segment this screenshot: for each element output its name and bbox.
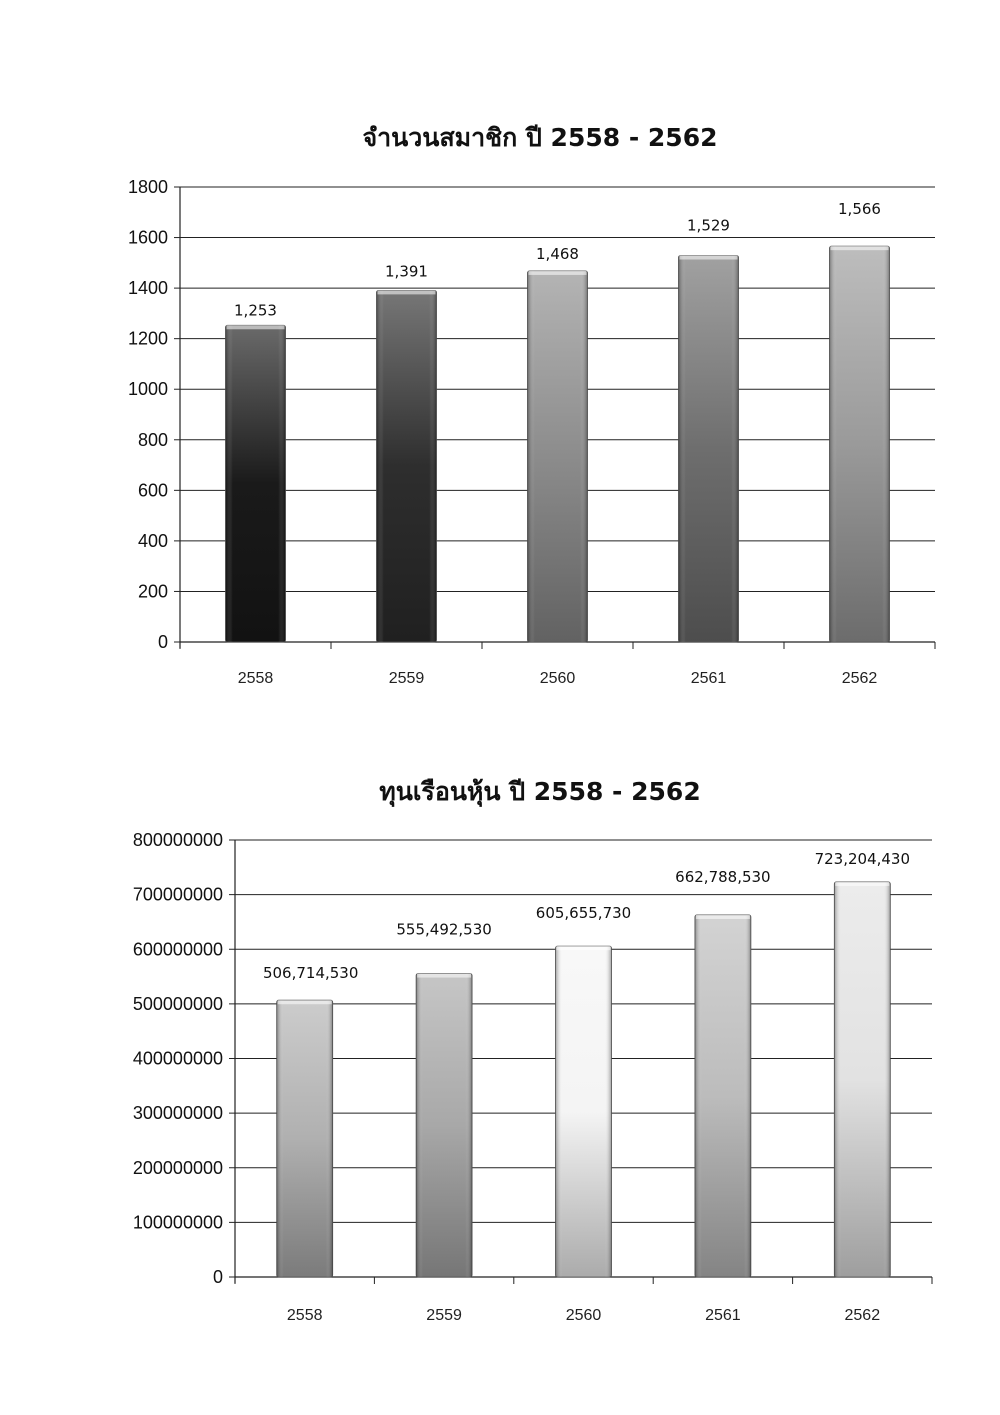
x-tick-label: 2560 bbox=[539, 670, 576, 687]
bar-top-highlight bbox=[831, 246, 889, 250]
data-label: 1,391 bbox=[385, 262, 428, 281]
y-tick-label: 1400 bbox=[127, 278, 168, 299]
x-tick-label: 2559 bbox=[388, 670, 425, 687]
y-tick-label: 400 bbox=[137, 530, 168, 551]
bar-top-highlight bbox=[378, 290, 436, 294]
bar-top-highlight bbox=[529, 271, 587, 275]
bar-top-highlight bbox=[278, 1000, 332, 1004]
data-label: 1,566 bbox=[838, 200, 881, 219]
data-label: 555,492,530 bbox=[396, 920, 492, 939]
chart-title: จำนวนสมาชิก ปี 2558 - 2562 bbox=[362, 123, 718, 152]
y-tick-label: 100000000 bbox=[132, 1212, 223, 1233]
y-tick-label: 600 bbox=[137, 480, 168, 501]
y-tick-label: 600000000 bbox=[132, 939, 223, 960]
bar-top-highlight bbox=[417, 974, 471, 978]
y-tick-label: 400000000 bbox=[132, 1048, 223, 1069]
data-label: 1,468 bbox=[536, 244, 579, 263]
chart-title: ทุนเรือนหุ้น ปี 2558 - 2562 bbox=[379, 777, 701, 806]
data-label: 1,529 bbox=[687, 216, 730, 235]
y-tick-label: 500000000 bbox=[132, 993, 223, 1014]
members-chart-plot bbox=[0, 100, 1000, 710]
x-tick-label: 2562 bbox=[844, 1307, 881, 1324]
y-tick-label: 300000000 bbox=[132, 1103, 223, 1124]
share-capital-chart bbox=[0, 760, 1000, 1350]
y-tick-label: 700000000 bbox=[132, 884, 223, 905]
x-tick-label: 2561 bbox=[690, 670, 727, 687]
bar-top-highlight bbox=[227, 325, 285, 329]
bar-top-highlight bbox=[835, 882, 889, 886]
bar-bevel bbox=[834, 882, 890, 1277]
y-tick-label: 200000000 bbox=[132, 1157, 223, 1178]
bar-bevel bbox=[830, 246, 890, 642]
y-tick-label: 1800 bbox=[127, 177, 168, 197]
x-tick-label: 2558 bbox=[286, 1307, 323, 1324]
y-tick-label: 1000 bbox=[127, 379, 168, 400]
bar-bevel bbox=[277, 1000, 333, 1277]
x-tick-label: 2559 bbox=[426, 1307, 462, 1324]
bar-bevel bbox=[695, 915, 751, 1277]
members-chart bbox=[0, 100, 1000, 710]
y-tick-label: 0 bbox=[212, 1267, 223, 1287]
bar-bevel bbox=[679, 256, 739, 642]
data-label: 506,714,530 bbox=[262, 964, 359, 983]
y-tick-label: 1200 bbox=[127, 328, 168, 349]
y-tick-label: 1600 bbox=[127, 227, 168, 248]
y-tick-label: 800000000 bbox=[132, 830, 223, 850]
data-label: 1,253 bbox=[234, 301, 277, 320]
bar-top-highlight bbox=[680, 256, 738, 260]
data-label: 723,204,430 bbox=[814, 849, 911, 868]
data-label: 662,788,530 bbox=[675, 867, 771, 886]
x-tick-label: 2560 bbox=[565, 1307, 602, 1324]
bar-bevel bbox=[377, 290, 437, 642]
bar-bevel bbox=[528, 271, 588, 642]
x-tick-label: 2561 bbox=[705, 1307, 741, 1324]
share-capital-chart-plot bbox=[0, 760, 1000, 1350]
y-tick-label: 0 bbox=[157, 632, 168, 652]
bar-bevel bbox=[556, 946, 612, 1277]
data-label: 605,655,730 bbox=[535, 904, 632, 923]
bar-top-highlight bbox=[557, 946, 611, 950]
y-tick-label: 200 bbox=[137, 581, 168, 602]
bar-bevel bbox=[416, 974, 472, 1277]
x-tick-label: 2562 bbox=[841, 670, 878, 687]
bar-top-highlight bbox=[696, 915, 750, 919]
x-tick-label: 2558 bbox=[237, 670, 274, 687]
y-tick-label: 800 bbox=[137, 429, 168, 450]
bar-bevel bbox=[226, 325, 286, 642]
